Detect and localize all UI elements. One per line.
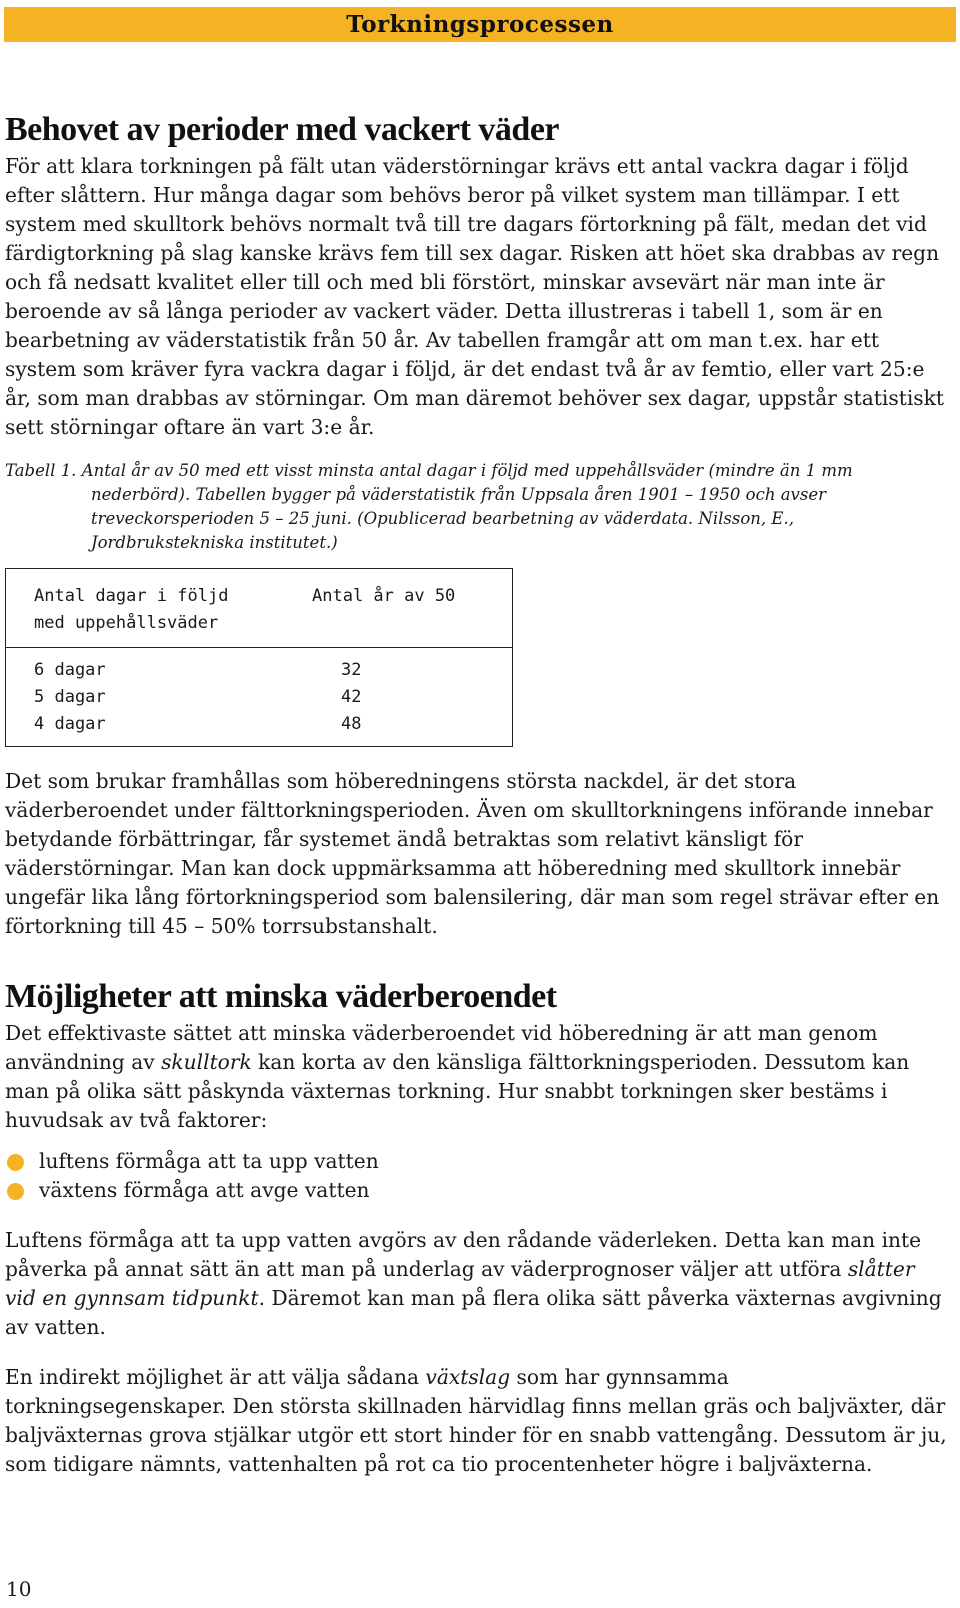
list-item-text: växtens förmåga att avge vatten: [39, 1178, 370, 1202]
table-caption-label: Tabell 1.: [5, 461, 77, 480]
page-number: 10: [6, 1577, 32, 1601]
page-content: [5, 108, 950, 1479]
text-run-italic: slåtter vid en gynnsam tidpunkt: [5, 1257, 915, 1310]
body-paragraph-intro: [5, 1019, 950, 1135]
dry-days-table: [5, 568, 513, 747]
body-paragraph-drawback: Det som brukar framhållas som höberedningens största nackdel, är det stora väderberoendet under fälttorkningsperioden. Även om skulltorkningens införande innebar betydande förbättringar, får systemet ändå betraktas som relativt känsligt för väderstörningar. Man kan dock uppmärksamma att höberedning med skulltork innebär ungefär lika lång förtorkningsperiod som balensilering, där man som regel strävar efter en förtorkning till 45 – 50% torrsubstanshalt.: [5, 769, 940, 938]
chapter-banner: Torkningsprocessen: [4, 7, 956, 42]
table-cell-days: 5 dagar: [34, 687, 106, 707]
list-item: [5, 1176, 950, 1205]
text-run-italic: skulltork: [161, 1050, 252, 1074]
table-cell-days: 4 dagar: [34, 714, 106, 734]
factor-list: [5, 1147, 950, 1205]
table-row: [6, 684, 513, 711]
table-cell-years: [284, 711, 513, 747]
section-heading-weather: Behovet av perioder med vackert väder: [5, 111, 560, 148]
text-run: Luftens förmåga att ta upp vatten avgörs av den rådande väderleken. Detta kan man inte påverka på annat sätt än att man på underlag av väderprognoser väljer att utföra: [5, 1228, 922, 1281]
bullet-dot-icon: [7, 1183, 24, 1200]
body-paragraph-weather: För att klara torkningen på fält utan väderstörningar krävs ett antal vackra dagar i följd efter slåttern. Hur många dagar som behövs beror på vilket system man tillämpar. I ett system med skulltork behövs normalt två till tre dagars förtorkning på fält, medan det vid färdigtorkning på slag kanske krävs fem till sex dagar. Risken att höet ska drabbas av regn och få nedsatt kvalitet eller till och med bli förstört, minskar avsevärt när man inte är beroende av så långa perioder av vackert väder. Detta illustreras i tabell 1, som är en bearbetning av väderstatistik från 50 år. Av tabellen framgår att om man t.ex. har ett system som kräver fyra vackra dagar i följd, är det endast två år av femtio, eller vart 25:e år, som man drabbas av störningar. Om man däremot behöver sex dagar, uppstår statistiskt sett störningar oftare än vart 3:e år.: [5, 154, 945, 439]
text-run: kan korta av den känsliga fälttorkningsperioden. Dessutom kan man på olika sätt påskynda växternas torkning. Hur snabbt torkningen sker bestäms i huvudsak av två faktorer:: [5, 1050, 910, 1132]
table-header-row: [6, 569, 513, 648]
list-item: [5, 1147, 950, 1176]
text-run: En indirekt möjlighet är att välja sådana: [5, 1365, 426, 1389]
table-header-days-line2: med uppehållsväder: [34, 613, 219, 633]
table-cell-days: 6 dagar: [34, 660, 106, 680]
table-header-years: Antal år av 50: [284, 569, 513, 648]
table-caption-text: Antal år av 50 med ett visst minsta antal dagar i följd med uppehållsväder (mindre än 1 mm nederbörd). Tabellen bygger på väderstatistik från Uppsala åren 1901 – 1950 och avser treveckorsperioden 5 – 25 juni. (Opublicerad bearbetning av väderdata. Nilsson, E., Jordbrukstekniska institutet.): [81, 461, 853, 552]
table-row: [6, 648, 513, 685]
table-caption: [5, 459, 950, 555]
table-cell-years: [284, 648, 513, 685]
table-cell-years-value: 32: [341, 660, 362, 680]
table-cell-years-value: 48: [341, 714, 362, 734]
table-cell-years: [284, 684, 513, 711]
table-header-days: [6, 569, 285, 648]
table-cell-years-value: 42: [341, 687, 362, 707]
body-paragraph-species: [5, 1363, 950, 1479]
text-run: Det effektivaste sättet att minska väderberoendet vid höberedning är att man genom användning av: [5, 1021, 878, 1074]
table-header-days-line1: Antal dagar i följd: [34, 586, 229, 606]
list-item-text: luftens förmåga att ta upp vatten: [39, 1149, 379, 1173]
section-heading-reduce: Möjligheter att minska väderberoendet: [5, 978, 557, 1015]
text-run: . Däremot kan man på flera olika sätt påverka växternas avgivning av vatten.: [5, 1286, 942, 1339]
bullet-dot-icon: [7, 1154, 24, 1171]
text-run: som har gynnsamma torkningsegenskaper. Den största skillnaden härvidlag finns mellan gräs och baljväxter, där baljväxternas grova stjälkar utgör ett stort hinder för en snabb vattengång. Dessutom är ju, som tidigare nämnts, vattenhalten på rot ca tio procentenheter högre i baljväxterna.: [5, 1365, 947, 1476]
body-paragraph-air: [5, 1226, 950, 1342]
table-row: [6, 711, 513, 747]
text-run-italic: växtslag: [425, 1365, 511, 1389]
